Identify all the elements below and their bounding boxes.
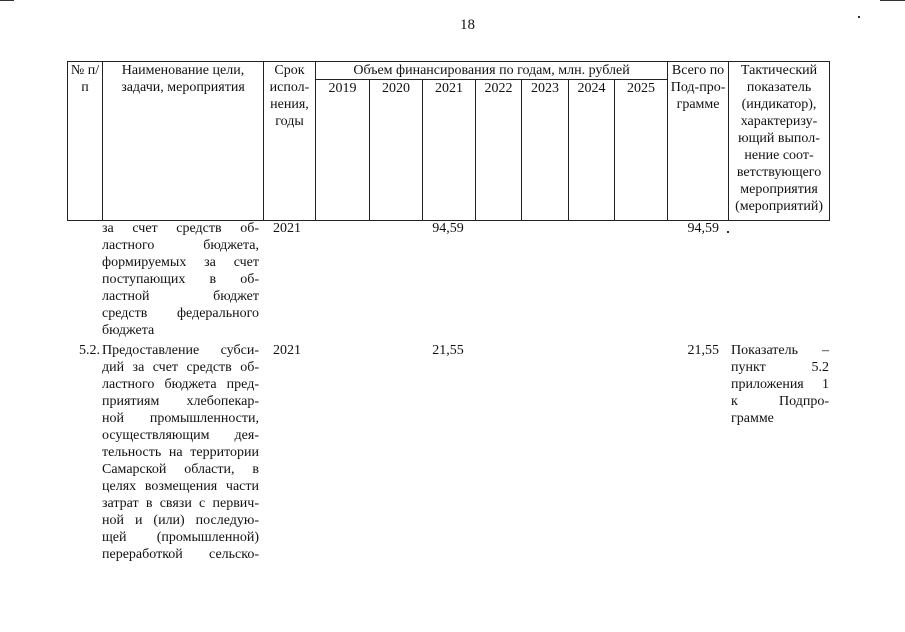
- row-total: 94,59: [687, 221, 719, 236]
- header-financing: Объем финансирования по годам, млн. рублей: [316, 62, 668, 80]
- row-num: 5.2.: [79, 343, 100, 358]
- row-name: за счет средств об- ластного бюджета, формируемых за счет поступающих в об- ластной бюджет средств федерального бюджета: [102, 221, 259, 338]
- row-term: 2021: [273, 221, 301, 236]
- header-num: № п/п: [68, 62, 103, 221]
- header-indicator: Тактический показатель (индикатор), характеризу-ющий выпол-нение соот-ветствующего мероприятия (мероприятий): [729, 62, 830, 221]
- header-year: 2021: [423, 80, 476, 221]
- table-row: [67, 342, 829, 572]
- header-year: 2024: [569, 80, 615, 221]
- table-body: [67, 220, 829, 572]
- header-total: Всего по Под-про-грамме: [668, 62, 729, 221]
- row-name: Предоставление субси- дий за счет средств об- ластного бюджета пред- приятиям хлебопекар- ной промышленности, осуществляющим дея- тельность на территории Самарской области, в целях возмещения части затрат в связи с первич- ной и (или) последую- щей (промышленной) переработкой сельско-: [102, 343, 259, 562]
- header-year: 2025: [615, 80, 668, 221]
- row-term: 2021: [273, 343, 301, 358]
- row-2021-value: 94,59: [432, 221, 464, 236]
- page-number: 18: [460, 17, 475, 33]
- row-2021-value: 21,55: [432, 343, 464, 358]
- header-year: 2022: [476, 80, 522, 221]
- scan-line-fragment: [0, 0, 14, 1]
- scan-line-fragment: [880, 0, 905, 1]
- table-row: [67, 220, 829, 342]
- table-header: [67, 61, 830, 221]
- header-name: Наименование цели, задачи, мероприятия: [103, 62, 264, 221]
- header-year: 2020: [370, 80, 423, 221]
- header-year: 2019: [316, 80, 370, 221]
- scan-dot: [727, 231, 729, 233]
- header-term: Срок испол-нения, годы: [264, 62, 316, 221]
- row-total: 21,55: [687, 343, 719, 358]
- header-year: 2023: [522, 80, 569, 221]
- scan-dot: [858, 16, 860, 18]
- row-indicator: Показатель – пункт 5.2 приложения 1 к Подпро- грамме: [731, 343, 829, 426]
